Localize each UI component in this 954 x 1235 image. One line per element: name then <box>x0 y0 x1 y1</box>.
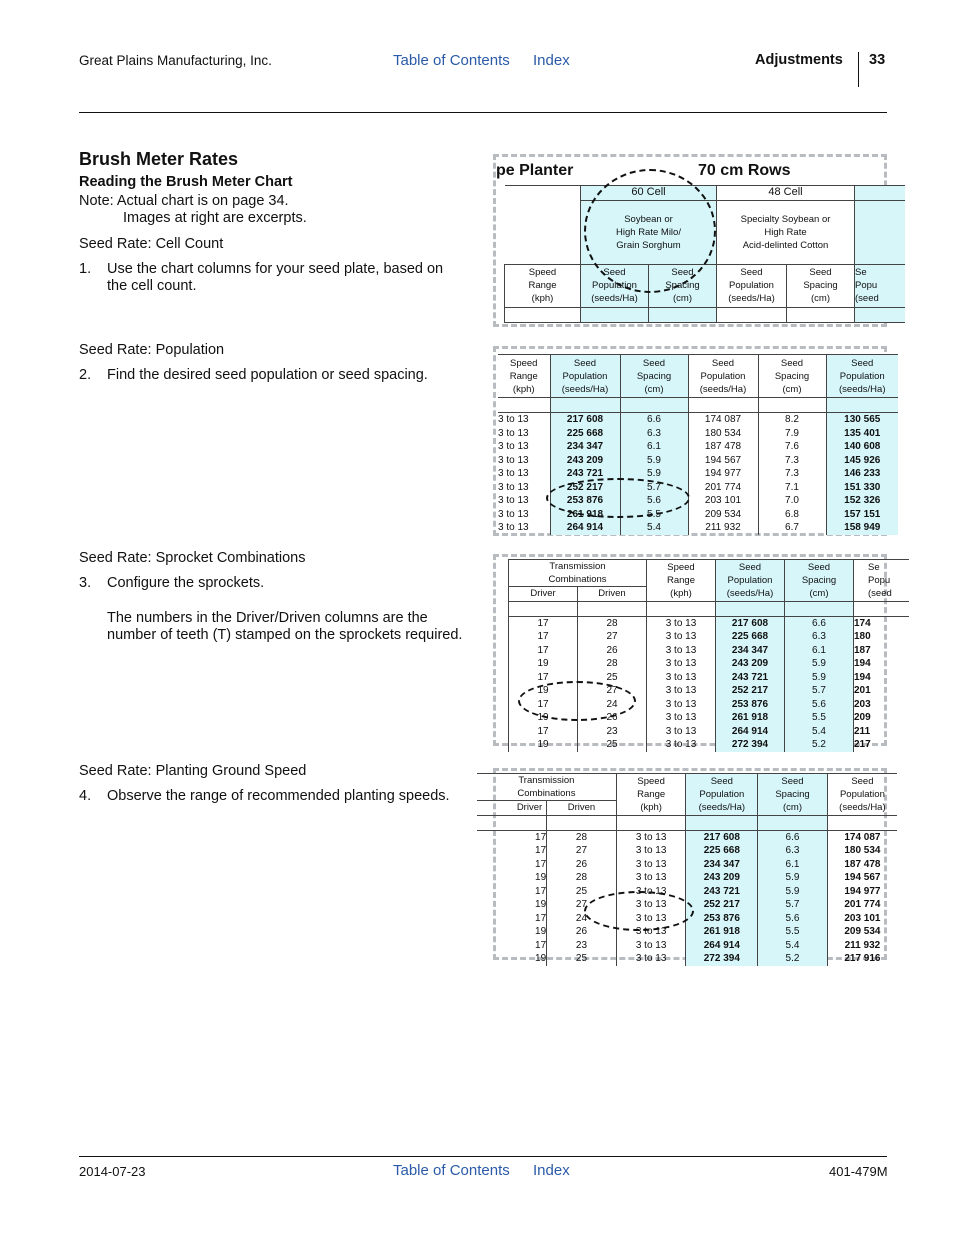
table-row <box>477 925 897 939</box>
table-row <box>509 684 909 698</box>
table-cell: 5.9 <box>620 454 688 468</box>
rows-label: 70 cm Rows <box>698 162 791 179</box>
table-cell: 157 151 <box>826 508 898 522</box>
table-cell: 261 918 <box>550 508 620 522</box>
table-row <box>509 644 909 658</box>
table-cell: 225 668 <box>550 427 620 441</box>
table-cell: 19 <box>535 926 547 937</box>
table-cell: 6.1 <box>620 440 688 454</box>
cell-60-header: 60 Cell <box>581 186 717 201</box>
table-row <box>477 898 897 912</box>
table-cell: 27 <box>547 898 617 912</box>
index-link[interactable]: Index <box>533 52 570 69</box>
driver-header: Driver <box>509 587 578 602</box>
step4-number: 4. <box>79 788 92 804</box>
table-cell: 201 774 <box>827 898 897 912</box>
table-cell: 272 394 <box>686 952 758 966</box>
spacing-header-48: Seed Spacing (cm) <box>787 264 855 307</box>
step2-text: Find the desired seed population or seed spacing. <box>107 367 428 383</box>
table-cell: 151 330 <box>826 481 898 495</box>
excerpt-population <box>493 346 887 536</box>
table-cell: 27 <box>547 844 617 858</box>
table-cell: 211 932 <box>827 939 897 953</box>
table-cell: 3 to 13 <box>616 871 686 885</box>
table-row <box>498 440 898 454</box>
table-cell: 5.9 <box>758 871 828 885</box>
table-cell: 6.6 <box>620 413 688 427</box>
table-cell: 5.6 <box>785 698 854 712</box>
table-cell: 28 <box>578 657 647 671</box>
table-cell: 6.3 <box>620 427 688 441</box>
table-cell: 194 567 <box>827 871 897 885</box>
table-cell: 25 <box>547 952 617 966</box>
table-row <box>509 671 909 685</box>
crop-48-cell: Specialty Soybean or High Rate Acid-delinted Cotton <box>717 200 855 264</box>
table-cell: 23 <box>578 725 647 739</box>
footer-rule <box>79 1156 887 1157</box>
table-row <box>509 616 909 630</box>
table-cell: 3 to 13 <box>647 644 716 658</box>
population-header-cut: Se Popu (seed <box>855 264 905 307</box>
table-cell: 5.9 <box>620 467 688 481</box>
table-cell: 17 <box>509 644 578 658</box>
table-cell: 252 217 <box>550 481 620 495</box>
table-cell: 28 <box>547 871 617 885</box>
table-cell: 19 <box>509 738 578 752</box>
population-header-48: Seed Population (seeds/Ha) <box>717 264 787 307</box>
table-cell: 17 <box>535 858 547 870</box>
note-line-1: Note: Actual chart is on page 34. <box>79 193 289 209</box>
table-cell: 3 to 13 <box>647 738 716 752</box>
table-cell: 243 721 <box>716 671 785 685</box>
table-cell: 19 <box>535 953 547 964</box>
speed-range-header: Speed Range (kph) <box>647 560 716 602</box>
header-rule <box>79 112 887 113</box>
crop-60-cell: Soybean or High Rate Milo/ Grain Sorghum <box>581 200 717 264</box>
table-cell: 5.5 <box>620 508 688 522</box>
table-row <box>498 454 898 468</box>
table-cell: 243 721 <box>686 885 758 899</box>
table-cell: 217 916 <box>827 952 897 966</box>
table-cell: 180 534 <box>688 427 758 441</box>
table-cell: 19 <box>535 872 547 883</box>
table-cell: 7.6 <box>758 440 826 454</box>
table-cell: 27 <box>578 630 647 644</box>
table-cell: 5.9 <box>785 657 854 671</box>
table-cell: 272 394 <box>716 738 785 752</box>
table-cell: 5.2 <box>758 952 828 966</box>
table-cell: 6.3 <box>758 844 828 858</box>
table-row <box>509 738 909 752</box>
table-cell: 261 918 <box>686 925 758 939</box>
table-cell: 145 926 <box>826 454 898 468</box>
table-cell: 3 to 13 <box>616 925 686 939</box>
table-cell: 3 to 13 <box>647 725 716 739</box>
spacing-header-60: Seed Spacing (cm) <box>649 264 717 307</box>
table-row <box>477 871 897 885</box>
table-cell: 6.1 <box>785 644 854 658</box>
table-row <box>498 521 898 535</box>
table-cell: 5.5 <box>785 711 854 725</box>
population-header-48: Seed Population (seeds/Ha) <box>827 774 897 816</box>
table-row <box>509 657 909 671</box>
population-table <box>498 354 898 535</box>
table-cell: 3 to 13 <box>498 481 529 493</box>
table-cell: 17 <box>535 939 547 951</box>
table-row <box>477 858 897 872</box>
table-cell: 5.4 <box>758 939 828 953</box>
table-cell: 174 087 <box>688 413 758 427</box>
step4-heading: Seed Rate: Planting Ground Speed <box>79 763 307 779</box>
table-cell: 3 to 13 <box>616 939 686 953</box>
table-cell: 3 to 13 <box>498 522 529 533</box>
table-cell: 19 <box>509 711 578 725</box>
table-cell: 194 977 <box>688 467 758 481</box>
table-cell: 17 <box>535 885 547 897</box>
spacing-header: Seed Spacing (cm) <box>785 560 854 602</box>
table-cell: 7.1 <box>758 481 826 495</box>
table-row <box>498 467 898 481</box>
table-cell: 5.7 <box>620 481 688 495</box>
spacing-header-60: Seed Spacing (cm) <box>758 774 828 816</box>
table-cell: 27 <box>578 684 647 698</box>
table-cell: 17 <box>509 630 578 644</box>
table-cell: 5.4 <box>785 725 854 739</box>
table-cell: 6.6 <box>785 616 854 630</box>
table-cell: 5.6 <box>620 494 688 508</box>
step4-text: Observe the range of recommended planting speeds. <box>107 788 450 804</box>
table-cell: 211 <box>854 725 909 739</box>
driver-header: Driver <box>477 801 547 816</box>
table-row <box>477 952 897 966</box>
page-number: 33 <box>869 52 886 68</box>
table-row <box>477 844 897 858</box>
table-cell: 25 <box>578 738 647 752</box>
table-cell: 140 608 <box>826 440 898 454</box>
table-cell: 203 <box>854 698 909 712</box>
table-cell: 252 217 <box>716 684 785 698</box>
table-row <box>477 912 897 926</box>
table-cell: 253 876 <box>686 912 758 926</box>
table-cell: 24 <box>547 912 617 926</box>
driven-header: Driven <box>578 587 647 602</box>
table-cell: 3 to 13 <box>498 468 529 479</box>
table-cell: 24 <box>578 698 647 712</box>
table-cell: 174 087 <box>827 830 897 844</box>
document-number: 401-479M <box>829 1164 888 1179</box>
table-cell: 3 to 13 <box>498 454 529 466</box>
table-cell: 23 <box>547 939 617 953</box>
step1-heading: Seed Rate: Cell Count <box>79 236 224 252</box>
table-cell: 19 <box>509 657 578 671</box>
population-header-next: Seed Population (seeds/Ha) <box>826 355 898 398</box>
table-cell: 194 <box>854 671 909 685</box>
table-cell: 203 101 <box>827 912 897 926</box>
table-cell: 25 <box>547 885 617 899</box>
table-cell: 130 565 <box>826 413 898 427</box>
table-cell: 135 401 <box>826 427 898 441</box>
table-cell: 3 to 13 <box>616 844 686 858</box>
ground-speed-table <box>477 773 897 966</box>
table-cell: 209 534 <box>688 508 758 522</box>
table-cell: 234 347 <box>550 440 620 454</box>
table-cell: 203 101 <box>688 494 758 508</box>
table-row <box>509 711 909 725</box>
table-cell: 187 478 <box>688 440 758 454</box>
table-row <box>477 885 897 899</box>
planter-label: pe Planter <box>496 162 574 179</box>
table-cell: 17 <box>535 831 547 843</box>
table-cell: 6.6 <box>758 830 828 844</box>
subtitle: Reading the Brush Meter Chart <box>79 174 293 190</box>
table-cell: 225 668 <box>686 844 758 858</box>
table-cell: 26 <box>578 644 647 658</box>
table-row <box>498 413 898 427</box>
table-cell: 264 914 <box>550 521 620 535</box>
table-cell: 3 to 13 <box>616 952 686 966</box>
table-cell: 180 <box>854 630 909 644</box>
table-cell: 243 721 <box>550 467 620 481</box>
table-cell: 6.3 <box>785 630 854 644</box>
table-cell: 194 <box>854 657 909 671</box>
table-cell: 17 <box>509 698 578 712</box>
population-header-60: Seed Population (seeds/Ha) <box>550 355 620 398</box>
step3-detail: The numbers in the Driver/Driven columns are the number of teeth (T) stamped on the sprockets required. <box>107 610 463 643</box>
driven-header: Driven <box>547 801 617 816</box>
table-cell: 5.2 <box>785 738 854 752</box>
footer-date: 2014-07-23 <box>79 1164 146 1179</box>
table-cell: 3 to 13 <box>498 441 529 452</box>
table-cell: 252 217 <box>686 898 758 912</box>
page-title: Brush Meter Rates <box>79 149 239 169</box>
table-cell: 3 to 13 <box>616 912 686 926</box>
table-row <box>509 698 909 712</box>
table-cell: 217 <box>854 738 909 752</box>
table-cell: 3 to 13 <box>647 684 716 698</box>
table-row <box>477 939 897 953</box>
cell-count-table <box>504 185 905 323</box>
table-cell: 26 <box>547 858 617 872</box>
population-header-60: Seed Population (seeds/Ha) <box>581 264 649 307</box>
footer-index-link[interactable]: Index <box>533 1162 570 1179</box>
table-cell: 225 668 <box>716 630 785 644</box>
table-cell: 158 949 <box>826 521 898 535</box>
table-cell: 3 to 13 <box>647 630 716 644</box>
table-cell: 3 to 13 <box>647 616 716 630</box>
footer-table-of-contents-link[interactable]: Table of Contents <box>393 1162 510 1179</box>
population-header-60: Seed Population (seeds/Ha) <box>686 774 758 816</box>
table-cell: 17 <box>535 845 547 856</box>
table-cell: 26 <box>578 711 647 725</box>
note-line-2: Images at right are excerpts. <box>123 210 307 226</box>
table-cell: 5.4 <box>620 521 688 535</box>
table-cell: 28 <box>578 616 647 630</box>
table-cell: 26 <box>547 925 617 939</box>
table-cell: 17 <box>535 912 547 924</box>
table-of-contents-link[interactable]: Table of Contents <box>393 52 510 69</box>
cell-48-header: 48 Cell <box>717 186 855 201</box>
table-cell: 3 to 13 <box>616 885 686 899</box>
table-cell: 3 to 13 <box>498 508 529 520</box>
table-cell: 19 <box>535 899 547 910</box>
table-cell: 3 to 13 <box>647 671 716 685</box>
table-cell: 146 233 <box>826 467 898 481</box>
spacing-header-48: Seed Spacing (cm) <box>758 355 826 398</box>
excerpt-cell-count <box>493 154 887 327</box>
spacing-header-60: Seed Spacing (cm) <box>620 355 688 398</box>
table-cell: 19 <box>509 684 578 698</box>
population-header-48: Seed Population (seeds/Ha) <box>688 355 758 398</box>
table-cell: 243 209 <box>550 454 620 468</box>
table-cell: 3 to 13 <box>647 711 716 725</box>
step3-number: 3. <box>79 575 92 591</box>
table-row <box>477 830 897 844</box>
transmission-header: Transmission Combinations <box>477 774 616 801</box>
table-cell: 3 to 13 <box>498 495 529 506</box>
section-title: Adjustments <box>755 52 843 68</box>
header-divider <box>858 52 859 87</box>
table-cell: 174 <box>854 616 909 630</box>
table-row <box>498 427 898 441</box>
company-name: Great Plains Manufacturing, Inc. <box>79 53 272 68</box>
transmission-header: Transmission Combinations <box>509 560 647 587</box>
table-cell: 17 <box>509 616 578 630</box>
table-cell: 5.5 <box>758 925 828 939</box>
table-cell: 3 to 13 <box>616 858 686 872</box>
table-cell: 5.9 <box>758 885 828 899</box>
table-cell: 17 <box>509 671 578 685</box>
table-cell: 187 <box>854 644 909 658</box>
table-cell: 5.6 <box>758 912 828 926</box>
table-cell: 264 914 <box>716 725 785 739</box>
table-cell: 264 914 <box>686 939 758 953</box>
table-cell: 261 918 <box>716 711 785 725</box>
speed-range-header: Speed Range (kph) <box>616 774 686 816</box>
table-cell: 3 to 13 <box>647 657 716 671</box>
table-cell: 5.7 <box>758 898 828 912</box>
table-cell: 253 876 <box>716 698 785 712</box>
table-cell: 25 <box>578 671 647 685</box>
table-cell: 209 534 <box>827 925 897 939</box>
table-cell: 3 to 13 <box>616 898 686 912</box>
table-cell: 17 <box>509 725 578 739</box>
table-cell: 8.2 <box>758 413 826 427</box>
table-cell: 243 209 <box>686 871 758 885</box>
excerpt-ground-speed <box>493 768 887 964</box>
step2-heading: Seed Rate: Population <box>79 342 225 358</box>
table-cell: 7.9 <box>758 427 826 441</box>
step3-heading: Seed Rate: Sprocket Combinations <box>79 550 306 566</box>
table-cell: 5.9 <box>785 671 854 685</box>
table-cell: 7.3 <box>758 454 826 468</box>
table-cell: 234 347 <box>686 858 758 872</box>
table-cell: 3 to 13 <box>498 414 529 425</box>
table-cell: 6.8 <box>758 508 826 522</box>
sprocket-table <box>508 559 909 752</box>
table-cell: 3 to 13 <box>647 698 716 712</box>
table-cell: 6.1 <box>758 858 828 872</box>
excerpt-sprockets <box>493 554 892 750</box>
table-row <box>509 725 909 739</box>
table-cell: 201 774 <box>688 481 758 495</box>
table-cell: 209 <box>854 711 909 725</box>
table-cell: 7.0 <box>758 494 826 508</box>
table-cell: 152 326 <box>826 494 898 508</box>
table-row <box>498 508 898 522</box>
table-cell: 217 608 <box>716 616 785 630</box>
table-cell: 3 to 13 <box>616 830 686 844</box>
table-cell: 28 <box>547 830 617 844</box>
step3-text: Configure the sprockets. <box>107 575 265 591</box>
table-cell: 211 932 <box>688 521 758 535</box>
table-cell: 7.3 <box>758 467 826 481</box>
table-cell: 194 977 <box>827 885 897 899</box>
population-header: Seed Population (seeds/Ha) <box>716 560 785 602</box>
table-cell: 243 209 <box>716 657 785 671</box>
table-cell: 187 478 <box>827 858 897 872</box>
table-row <box>509 630 909 644</box>
table-cell: 217 608 <box>686 830 758 844</box>
table-cell: 253 876 <box>550 494 620 508</box>
speed-range-header: Speed Range (kph) <box>505 264 581 307</box>
table-row <box>498 481 898 495</box>
step1-text: Use the chart columns for your seed plate, based on the cell count. <box>107 261 444 294</box>
table-cell: 180 534 <box>827 844 897 858</box>
step1-number: 1. <box>79 261 92 277</box>
table-cell: 3 to 13 <box>498 427 529 439</box>
table-cell: 6.7 <box>758 521 826 535</box>
table-cell: 194 567 <box>688 454 758 468</box>
table-cell: 217 608 <box>550 413 620 427</box>
speed-range-header: Speed Range (kph) <box>498 355 550 398</box>
table-row <box>498 494 898 508</box>
table-cell: 5.7 <box>785 684 854 698</box>
table-cell: 201 <box>854 684 909 698</box>
table-cell: 234 347 <box>716 644 785 658</box>
step2-number: 2. <box>79 367 92 383</box>
population-header-cut: Se Popu (seed <box>854 560 909 602</box>
